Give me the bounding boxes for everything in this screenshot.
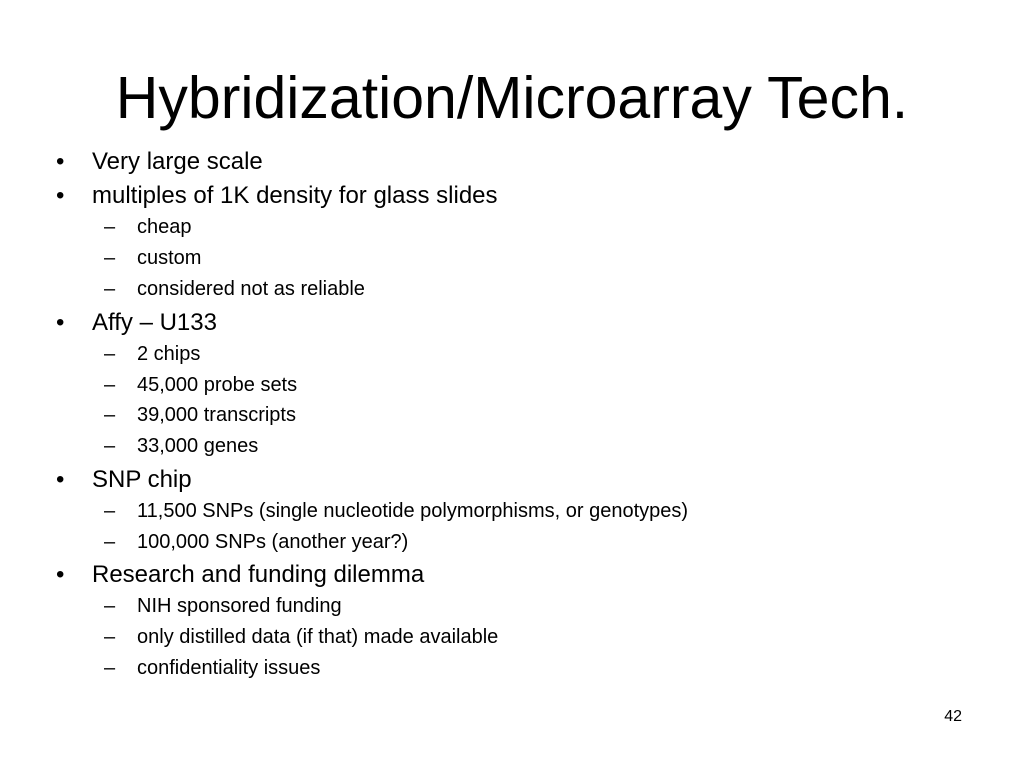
sub-bullet-item (104, 499, 689, 523)
dash-marker: – (104, 531, 116, 553)
sub-bullet-item (104, 373, 298, 397)
sub-bullet-item (104, 530, 409, 554)
sub-bullet-text: 45,000 probe sets (137, 374, 298, 396)
bullet-text: Very large scale (92, 148, 263, 175)
sub-bullet-item (104, 656, 321, 680)
sub-bullet-item (104, 434, 259, 458)
bullet-item (56, 561, 425, 589)
slide-title: Hybridization/Microarray Tech. (115, 65, 909, 131)
sub-bullet-item (104, 403, 296, 427)
sub-bullet-text: NIH sponsored funding (137, 595, 342, 617)
sub-bullet-text: 2 chips (137, 343, 201, 365)
sub-bullet-text: 100,000 SNPs (another year?) (137, 531, 409, 553)
dash-marker: – (104, 435, 116, 457)
sub-bullet-text: confidentiality issues (137, 657, 321, 679)
dash-marker: – (104, 595, 116, 617)
bullet-marker: • (56, 182, 65, 209)
bullet-item (56, 309, 217, 337)
dash-marker: – (104, 626, 116, 648)
sub-bullet-item (104, 215, 192, 239)
sub-bullet-text: only distilled data (if that) made available (137, 626, 499, 648)
sub-bullet-text: cheap (137, 216, 192, 238)
bullet-text: multiples of 1K density for glass slides (92, 182, 498, 209)
bullet-text: SNP chip (92, 466, 192, 493)
dash-marker: – (104, 500, 116, 522)
page-number: 42 (944, 708, 962, 725)
dash-marker: – (104, 657, 116, 679)
sub-bullet-item (104, 625, 499, 649)
sub-bullet-item (104, 594, 342, 618)
sub-bullet-text: 39,000 transcripts (137, 404, 296, 426)
dash-marker: – (104, 247, 116, 269)
bullet-marker: • (56, 148, 65, 175)
sub-bullet-text: 11,500 SNPs (single nucleotide polymorphisms, or genotypes) (137, 500, 689, 522)
bullet-text: Research and funding dilemma (92, 561, 425, 588)
dash-marker: – (104, 374, 116, 396)
sub-bullet-text: 33,000 genes (137, 435, 259, 457)
sub-bullet-text: custom (137, 247, 202, 269)
sub-bullet-item (104, 246, 202, 270)
sub-bullet-item (104, 342, 201, 366)
dash-marker: – (104, 216, 116, 238)
bullet-text: Affy – U133 (92, 309, 217, 336)
dash-marker: – (104, 404, 116, 426)
bullet-item (56, 148, 263, 176)
bullet-marker: • (56, 561, 65, 588)
dash-marker: – (104, 343, 116, 365)
dash-marker: – (104, 278, 116, 300)
sub-bullet-item (104, 277, 365, 301)
bullet-item (56, 182, 498, 210)
bullet-marker: • (56, 466, 65, 493)
bullet-marker: • (56, 309, 65, 336)
bullet-item (56, 466, 192, 494)
sub-bullet-text: considered not as reliable (137, 278, 365, 300)
